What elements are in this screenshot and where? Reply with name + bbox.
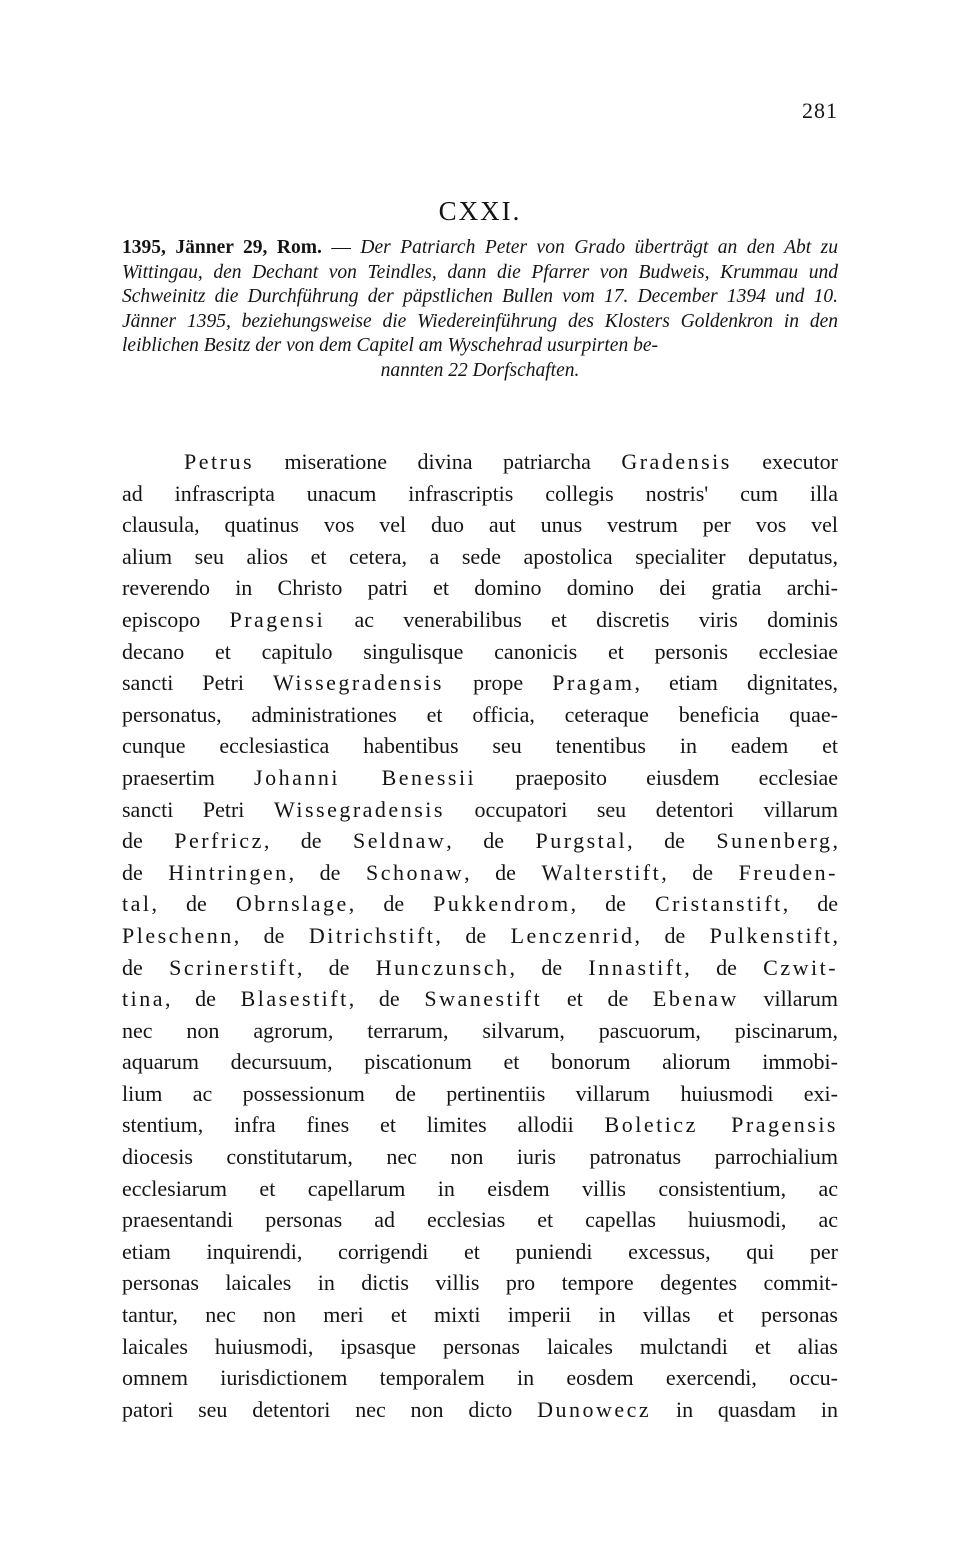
spaced-name: Lenczenrid [510,922,635,948]
text-segment: etiam inquirendi, corrigendi et puniendi excessus, qui per [122,1238,838,1264]
text-line [122,446,838,478]
spaced-name: Pragensi [229,606,326,632]
text-line [122,699,838,731]
text-line [122,1173,838,1205]
text-segment: nec non agrorum, terrarum, silvarum, pascuorum, piscinarum, [122,1017,838,1043]
text-line [122,1046,838,1078]
text-segment: , de [464,859,542,885]
spaced-name: Ebenaw [652,986,739,1012]
text-segment: de [122,954,170,980]
text-segment: episcopo [122,606,230,632]
text-segment: praesertim [122,764,255,790]
spaced-name: Perfricz [174,828,264,854]
spaced-name: Scrinerstift [169,954,297,980]
regest-dash: — [331,237,351,258]
spaced-name: Obrnslage [235,891,349,917]
text-line [122,1109,838,1141]
text-segment: , de [435,922,511,948]
spaced-name: Hintringen [168,859,289,885]
text-segment: , de [634,922,710,948]
text-segment: decano et capitulo singulisque canonicis et personis ecclesiae [122,638,838,664]
spaced-name: Wissegradensis [273,670,444,696]
spaced-name: Petrus [184,449,254,474]
spaced-name: Sunenberg [716,828,833,854]
text-segment: diocesis constitutarum, nec non iuris patronatus parrochialium [122,1144,838,1170]
spaced-name: Pragam [552,670,635,696]
text-line [122,1299,838,1331]
text-segment: de [122,828,175,854]
text-segment: clausula, quatinus vos vel duo aut unus vestrum per vos vel [122,512,838,538]
text-line [122,1078,838,1110]
text-segment: , de [627,828,717,854]
text-line [122,636,838,668]
text-segment: praeposito eiusdem ecclesiae [476,764,838,790]
text-segment: reverendo in Christo patri et domino domino dei gratia archi- [122,575,838,601]
text-segment: stentium, infra fines et limites allodii [122,1112,605,1138]
text-segment: occupatori seu detentori villarum [444,796,838,822]
spaced-name: Ditrichstift [308,922,436,948]
text-line [122,983,838,1015]
spaced-name: Seldnaw [353,828,447,854]
text-segment: , de [233,922,309,948]
text-segment: personas laicales in dictis villis pro tempore degentes commit- [122,1270,838,1296]
text-segment: ecclesiarum et capellarum in eisdem villis consistentium, ac [122,1175,838,1201]
text-segment: laicales huiusmodi, ipsasque personas laicales mulctandi et alias [122,1333,838,1359]
text-segment: , de [570,891,655,917]
spaced-name: Freuden- [738,859,838,885]
text-line [122,888,838,920]
text-segment: executor [731,449,839,474]
spaced-name: Pleschenn [122,922,234,948]
spaced-name: Hunczunsch [375,954,510,980]
text-line [122,920,838,952]
regest-text: Der Patriarch Peter von Grado überträgt an den Abt zu Wittingau, den Dechant von Teindles, dann die Pfarrer von Budweis, Krummau und Schweinitz die Durchführung der päpstlichen Bullen vom 17. December 1394 und 10. Jänner 1395, beziehungsweise die Wiedereinführung des Klosters Goldenkron in den leiblichen Besitz der von dem Capitel am Wyschehrad usurpirten be- [122,237,839,356]
text-line [122,1267,838,1299]
text-segment: ad infrascripta unacum infrascriptis collegis nostris' cum illa [122,480,838,506]
text-segment: villarum [738,986,838,1012]
text-segment: patori seu detentori nec non dicto [122,1396,538,1422]
spaced-name: Dunowecz [537,1396,652,1422]
spaced-name: Czwit- [763,954,839,980]
spaced-name: Pulkenstift [709,922,833,948]
text-segment: personatus, administrationes et officia, ceteraque beneficia quae- [122,701,838,727]
text-line [122,604,838,636]
text-segment: , [832,922,838,948]
text-segment: lium ac possessionum de pertinentiis villarum huiusmodi exi- [122,1080,838,1106]
regest-summary [122,236,838,383]
text-segment: sancti Petri [122,796,274,822]
text-segment: , de [684,954,764,980]
regest-date: 1395, Jänner 29, Rom. [122,237,322,258]
text-line [122,509,838,541]
text-line [122,667,838,699]
text-segment: , de [446,828,536,854]
text-segment: , de [782,891,839,917]
document-body-text [122,446,838,1425]
spaced-name: Blasestift [240,986,349,1012]
text-segment: omnem iurisdictionem temporalem in eosdem exercendi, occu- [122,1365,838,1391]
text-line [122,478,838,510]
spaced-name: Pukkendrom [433,891,571,917]
text-segment: , [832,828,839,854]
spaced-name: Johanni Benessii [254,764,477,790]
document-number-heading: CXXI. [438,196,522,226]
spaced-name: tal [122,891,152,917]
text-segment: , de [661,859,739,885]
text-segment: ac venerabilibus et discretis viris dominis [325,606,838,632]
text-segment: praesentandi personas ad ecclesias et capellas huiusmodi, ac [122,1207,838,1233]
text-line [122,1362,838,1394]
text-segment: sancti Petri [122,670,274,696]
text-line [122,762,838,794]
text-segment: , etiam dignitates, [634,670,839,696]
spaced-name: Swanestift [424,986,543,1012]
text-segment: tantur, nec non meri et mixti imperii in villas et personas [122,1302,838,1328]
text-segment: et de [542,986,653,1012]
spaced-name: Boleticz Pragensis [604,1112,838,1138]
text-segment: cunque ecclesiastica habentibus seu tenentibus in eadem et [122,733,838,759]
text-segment: , de [509,954,589,980]
text-line [122,857,838,889]
text-line [122,572,838,604]
text-segment: , de [288,859,366,885]
spaced-name: Schonaw [365,859,465,885]
text-line [122,1141,838,1173]
spaced-name: Walterstift [541,859,662,885]
text-segment: , de [151,891,236,917]
text-segment: in quasdam in [651,1396,838,1422]
page-number: 281 [802,98,838,123]
text-line [122,825,838,857]
text-line [122,794,838,826]
spaced-name: Wissegradensis [273,796,445,822]
text-line [122,1204,838,1236]
regest-last-line: nannten 22 Dorfschaften. [380,359,580,381]
text-segment: aquarum decursuum, piscationum et bonorum aliorum immobi- [122,1049,838,1075]
text-segment: , de [263,828,354,854]
spaced-name: Purgstal [535,828,628,854]
text-segment: prope [444,670,553,696]
text-line [122,1236,838,1268]
text-segment: , de [348,891,434,917]
text-line [122,1331,838,1363]
spaced-name: Cristanstift [654,891,783,917]
spaced-name: tina [122,986,165,1012]
text-line [122,730,838,762]
spaced-name: Innastift [588,954,685,980]
text-segment: de [122,859,169,885]
text-line [122,541,838,573]
text-line [122,1015,838,1047]
text-segment: , de [348,986,425,1012]
text-line [122,952,838,984]
spaced-name: Gradensis [621,449,732,474]
text-segment: miseratione divina patriarcha [254,449,622,474]
text-segment: , de [165,986,241,1012]
text-line [122,1394,838,1426]
text-segment: , de [296,954,376,980]
text-segment: alium seu alios et cetera, a sede apostolica specialiter deputatus, [122,543,838,569]
